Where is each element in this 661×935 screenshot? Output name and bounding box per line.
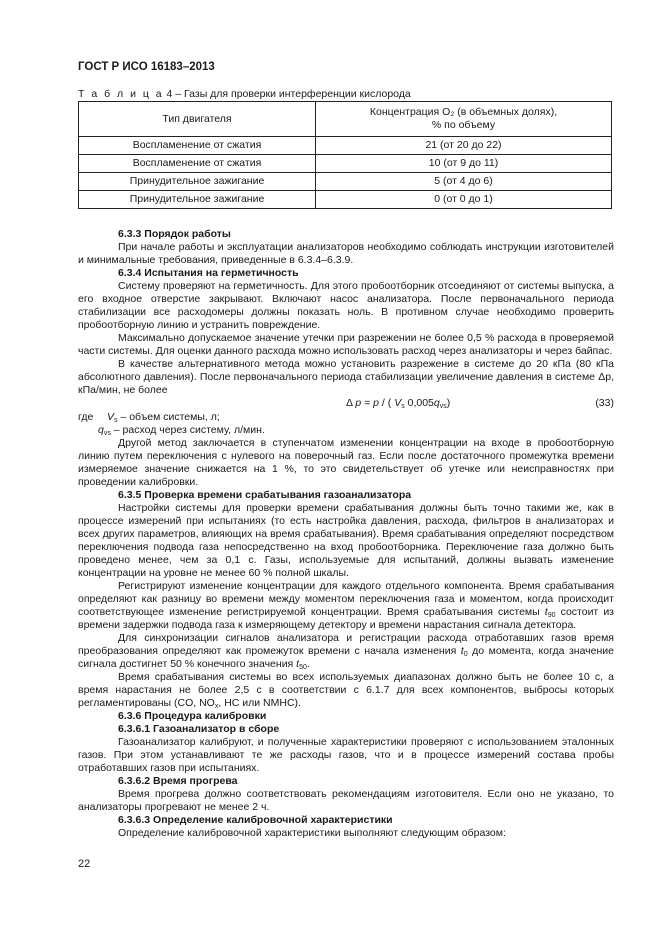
definition: – расход через систему, л/мин. bbox=[110, 424, 265, 436]
paragraph: Другой метод заключается в ступенчатом изменении концентрации на входе в пробоотборную линию путем переключения с нулевого на поверочный газ. Если после достаточного промежутка времени измеряемое значение снижается на 1 %, то это свидетельствует об утечке или неисправностях при проведении калибровки. bbox=[78, 437, 614, 488]
paragraph bbox=[78, 580, 614, 632]
document-header: ГОСТ Р ИСО 16183–2013 bbox=[78, 61, 215, 73]
paragraph bbox=[78, 671, 614, 710]
formula-part: s bbox=[401, 403, 405, 410]
cell-concentration: 10 (от 9 до 11) bbox=[316, 155, 612, 173]
section-heading-6-3-4: 6.3.4 Испытания на герметичность bbox=[118, 267, 299, 279]
symbol-subscript: vs bbox=[103, 430, 111, 437]
paragraph bbox=[78, 632, 614, 671]
symbol-subscript: 0 bbox=[463, 651, 468, 658]
document-body bbox=[78, 228, 614, 840]
formula-33 bbox=[78, 397, 614, 411]
cell-engine: Воспламенение от сжатия bbox=[79, 155, 316, 173]
section-heading-6-3-3: 6.3.3 Порядок работы bbox=[118, 228, 231, 240]
cell-concentration: 5 (от 4 до 6) bbox=[316, 173, 612, 191]
symbol: t bbox=[460, 645, 464, 657]
text-run: Регистрируют изменение концентрации для каждого отдельного компонента. Время срабатывания определяют как разницу во времени между моментом переключения газа и моментом, когда происходит соответствующее изменение регистрируемой концентрации. Время срабатывания системы bbox=[78, 580, 614, 618]
table-row bbox=[79, 137, 612, 155]
formula-part: q bbox=[433, 397, 440, 409]
definition-vs bbox=[78, 411, 614, 424]
section-heading-6-3-6-1: 6.3.6.1 Газоанализатор в сборе bbox=[118, 723, 280, 735]
formula-expression bbox=[346, 397, 450, 410]
formula-part: / ( bbox=[379, 397, 395, 409]
text-run: , HC или NMHC). bbox=[218, 697, 301, 709]
definition-qvs bbox=[78, 424, 614, 437]
definition: – объем системы, л; bbox=[117, 411, 220, 423]
paragraph: Время прогрева должно соответствовать рекомендациям изготовителя. Если оно не указано, то анализаторы прогревают не менее 2 ч. bbox=[78, 788, 614, 813]
text-run: Для синхронизации сигналов анализатора и регистрации расхода отработавших газов время преобразования определяют как промежуток времени с начала изменения bbox=[78, 632, 614, 657]
table-row bbox=[79, 191, 612, 209]
text-run: до момента, когда значение сигнала достигнет 50 % конечного значения bbox=[78, 645, 614, 670]
section-heading-6-3-6-2: 6.3.6.2 Время прогрева bbox=[118, 775, 238, 787]
table-row bbox=[79, 173, 612, 191]
where-label: где bbox=[78, 411, 94, 423]
section-heading-6-3-5: 6.3.5 Проверка времени срабатывания газоанализатора bbox=[118, 489, 412, 501]
symbol-subscript: s bbox=[114, 417, 118, 424]
formula-part: Δ bbox=[346, 397, 356, 409]
symbol-subscript: 90 bbox=[547, 612, 556, 619]
paragraph: Газоанализатор калибруют, и полученные характеристики проверяют с использованием эталонных газов. При этом устанавливают те же расходы газов, что и в процессе измерений состава пробы отработавших газов при испытаниях. bbox=[78, 736, 614, 774]
table-caption-text: 4 – Газы для проверки интерференции кислорода bbox=[166, 88, 411, 100]
paragraph: Определение калибровочной характеристики выполняют следующим образом: bbox=[118, 827, 506, 839]
table-caption bbox=[78, 88, 411, 101]
symbol: t bbox=[296, 658, 300, 670]
oxygen-interference-table bbox=[78, 101, 612, 209]
formula-part: 0,005 bbox=[404, 397, 434, 409]
formula-part: V bbox=[394, 397, 402, 409]
header-engine-type: Тип двигателя bbox=[79, 102, 316, 137]
cell-concentration: 21 (от 20 до 22) bbox=[316, 137, 612, 155]
page-number: 22 bbox=[78, 858, 91, 870]
table-row bbox=[79, 155, 612, 173]
paragraph: Систему проверяют на герметичность. Для этого пробоотборник отсоединяют от системы выпуска, а его входное отверстие закрывают. Включают насос анализатора. После первоначального периода стабилизации все расходомеры должны показать ноль. В противном случае необходимо проверить пробоотборную линию и устранить повреждение. bbox=[78, 280, 614, 331]
formula-part: ) bbox=[446, 397, 451, 409]
symbol-subscript: 50 bbox=[299, 664, 307, 671]
cell-concentration: 0 (от 0 до 1) bbox=[316, 191, 612, 209]
definition-text bbox=[98, 424, 265, 437]
text-run: состоит из времени задержки подвода газа к измеряющему детектору и времени нарастания сигнала детектора. bbox=[78, 606, 614, 631]
formula-part: p bbox=[355, 397, 362, 409]
symbol-subscript: x bbox=[214, 703, 219, 710]
text-run: . bbox=[306, 658, 310, 670]
section-heading-6-3-6-3: 6.3.6.3 Определение калибровочной характеристики bbox=[118, 814, 393, 826]
header-concentration bbox=[316, 102, 612, 137]
paragraph: Максимально допускаемое значение утечки при разрежении не более 0,5 % расхода в проверяемой части системы. Для оценки данного расхода можно использовать расход через анализаторы и через байпас. bbox=[78, 332, 614, 357]
header-concentration-line2: % по объему bbox=[431, 119, 496, 131]
cell-engine: Принудительное зажигание bbox=[79, 191, 316, 209]
paragraph: В качестве альтернативного метода можно установить разрежение в системе до 20 кПа (80 кПа абсолютного давления). После первоначального периода стабилизации увеличение давления в системе Δp, кПа/мин, не более bbox=[78, 358, 614, 396]
symbol: q bbox=[98, 424, 104, 436]
cell-engine: Воспламенение от сжатия bbox=[79, 137, 316, 155]
definition-text bbox=[107, 411, 220, 424]
formula-part: vs bbox=[439, 403, 447, 410]
section-heading-6-3-6: 6.3.6 Процедура калибровки bbox=[118, 710, 267, 722]
formula-part: = bbox=[361, 397, 374, 409]
header-concentration-line1: Концентрация O₂ (в объемных долях), bbox=[369, 106, 558, 118]
table-header-row bbox=[79, 102, 612, 137]
cell-engine: Принудительное зажигание bbox=[79, 173, 316, 191]
formula-part: p bbox=[373, 397, 380, 409]
symbol: t bbox=[544, 606, 548, 618]
paragraph: При начале работы и эксплуатации анализаторов необходимо соблюдать инструкции изготовителей и минимальные требования, приведенные в 6.3.4–6.3.9. bbox=[78, 241, 614, 266]
symbol: V bbox=[107, 411, 115, 423]
text-run: Время срабатывания системы во всех используемых диапазонах должно быть не более 10 с, а время нарастания не более 2,5 с в соответствии с 6.1.7 для всех компонентов, выбросы которых регламентированы (CO, NO bbox=[78, 671, 614, 709]
table-caption-word: Т а б л и ц а bbox=[78, 88, 164, 100]
paragraph: Настройки системы для проверки времени срабатывания должны быть точно такими же, как в процессе измерений при испытаниях (то есть настройка давления, расхода, фильтров в анализаторах и всех других параметров, влияющих на время срабатывания). Время срабатывания определяют посредством переключения подвода газа непосредственно на вход пробоотборника. Переключение газа должно быть проведено менее, чем за 0,1 с. Газы, используемые для испытаний, должны вызвать изменение концентрации на уровне не менее 60 % полной шкалы. bbox=[78, 502, 614, 579]
formula-number: (33) bbox=[595, 397, 614, 409]
